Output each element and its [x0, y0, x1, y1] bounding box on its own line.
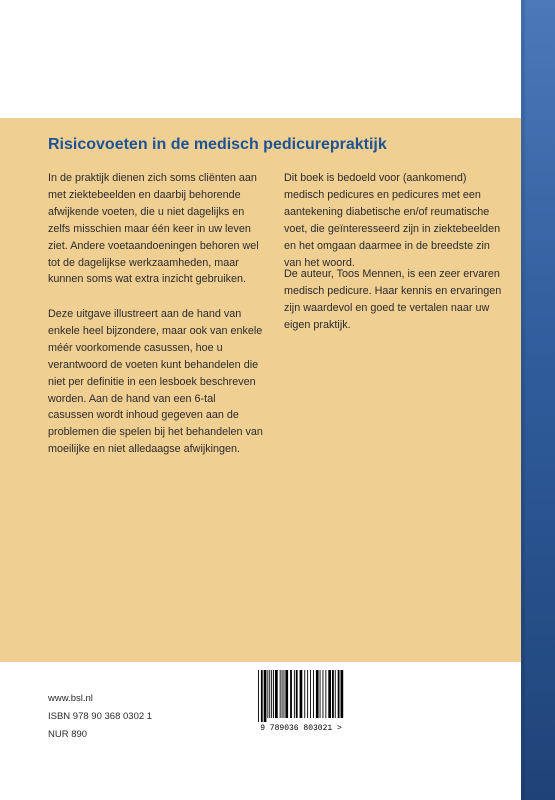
paragraph-left-2: Deze uitgave illustreert aan de hand van enkele heel bijzondere, maar ook van enkele méér voorkomende casussen, hoe u verantwoord de voeten kunt behandelen die niet per definitie in een lesboek beschreven worden. Aan de hand van een 6-tal casussen wordt inhoud gegeven aan de problemen die spelen bij het behandelen van moeilijke en niet alledaagse afwijkingen. [48, 308, 263, 456]
barcode-bar [338, 670, 340, 718]
paragraph-left-1: In de praktijk dienen zich soms cliënten aan met ziektebeelden en daarbij behorende afwijkende voeten, die u niet dagelijks en zelfs misschien maar één keer in uw leven ziet. Andere voetaandoeningen behoren wel tot de dagelijkse werkzaamheden, maar kunnen soms wat extra inzicht gebruiken. [48, 172, 259, 286]
barcode-bar [300, 670, 303, 718]
barcode-bar [258, 670, 259, 722]
barcode-bar [261, 670, 263, 722]
barcode-bars-icon [252, 668, 350, 724]
barcode-bar [290, 670, 292, 718]
barcode-bar [335, 670, 336, 718]
barcode [252, 668, 350, 740]
paragraph-right-1: Dit boek is bedoeld voor (aankomend) medisch pedicures en pedicures met een aantekening diabetische en/of reumatische voet, die geïnteresseerd zijn in ziektebeelden en het omgaan daarmee in de breedste zin van het woord. [284, 172, 501, 269]
barcode-bar [325, 670, 326, 718]
paragraph-right-2: De auteur, Toos Mennen, is een zeer ervaren medisch pedicure. Haar kennis en ervaringen zijn waardevol en goed te vertalen naar uw eigen praktijk. [284, 268, 502, 331]
barcode-bar [285, 670, 288, 718]
top-white-area [0, 0, 555, 118]
barcode-bar [320, 670, 321, 718]
barcode-bar [332, 670, 334, 718]
barcode-bar [273, 670, 274, 718]
publisher-website: www.bsl.nl [48, 693, 93, 704]
isbn-text: ISBN 978 90 368 0302 1 [48, 711, 153, 722]
barcode-bar [280, 670, 281, 718]
barcode-bar [296, 670, 298, 718]
barcode-bar [341, 670, 344, 718]
barcode-bar [307, 670, 308, 718]
barcode-bar [269, 670, 270, 718]
barcode-bar [304, 670, 305, 718]
barcode-bar [313, 670, 314, 718]
barcode-bar [275, 670, 278, 718]
nur-text: NUR 890 [48, 729, 88, 740]
publisher-info [48, 690, 152, 744]
barcode-digits: 9 789036 803021 > [260, 724, 342, 733]
barcode-bar [271, 670, 272, 718]
barcode-bar [310, 670, 311, 718]
barcode-bar [264, 670, 267, 722]
barcode-bar [267, 670, 268, 718]
blue-side-stripe [521, 0, 555, 800]
barcode-bar [316, 670, 319, 718]
barcode-bar [284, 670, 285, 718]
barcode-bar [323, 670, 324, 718]
book-title: Risicovoeten in de medisch pedicurepraktijk [48, 136, 387, 153]
barcode-bar [328, 670, 331, 718]
barcode-bar [294, 670, 295, 718]
barcode-bar [282, 670, 283, 718]
